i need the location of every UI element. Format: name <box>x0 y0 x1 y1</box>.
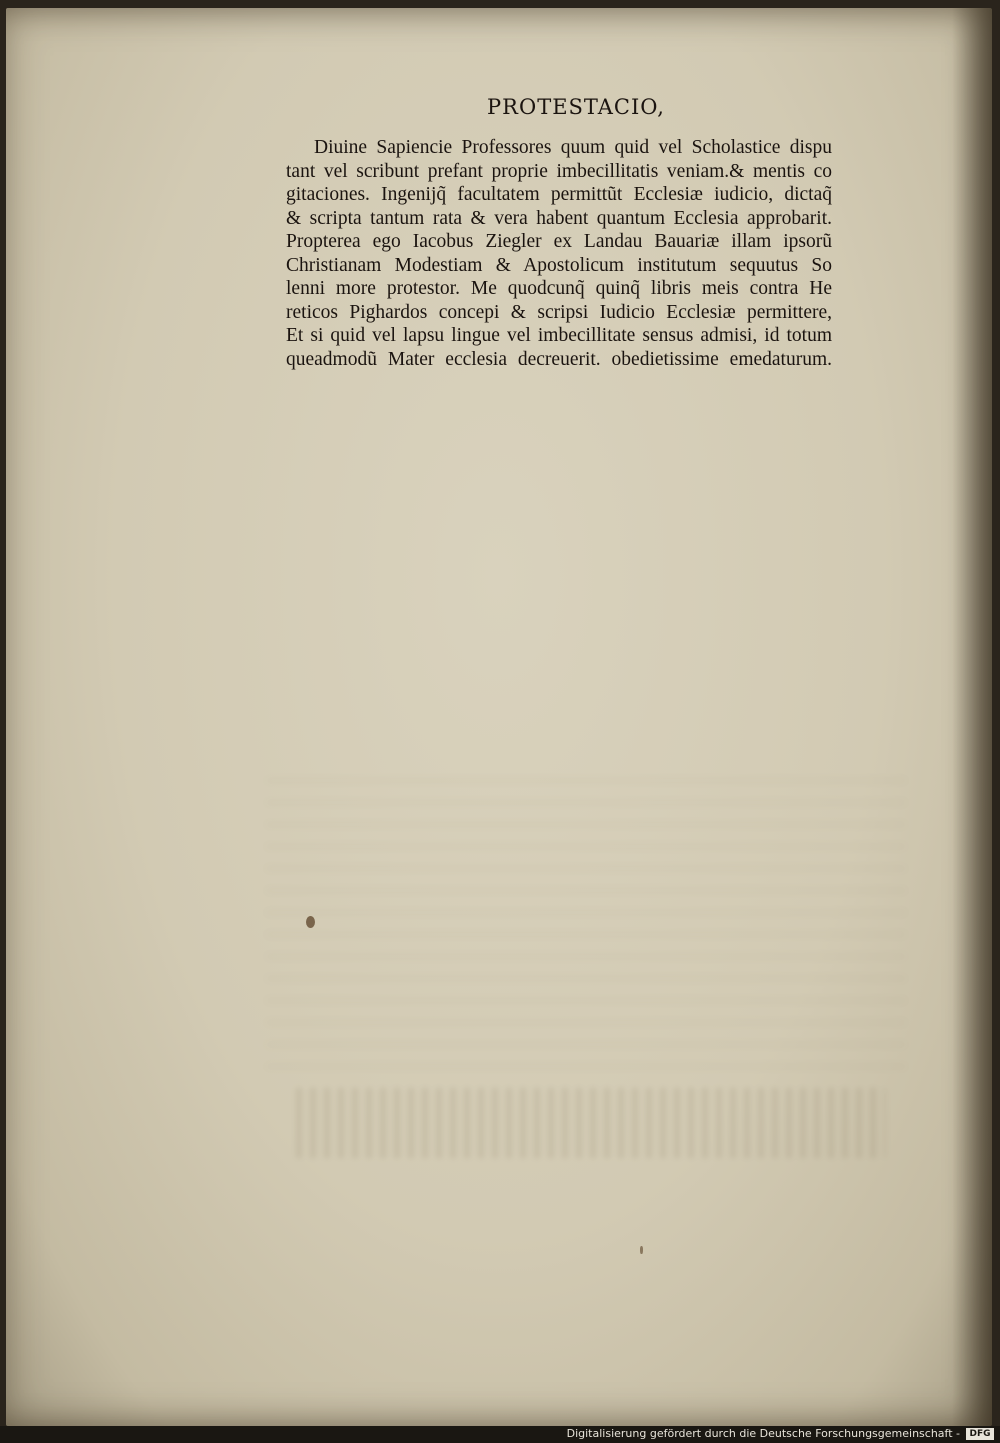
text-line: reticos Pighardos concepi & scripsi Iudicio Ecclesiæ permittere, <box>286 301 832 323</box>
ink-mark <box>640 1246 643 1254</box>
text-line: queadmodũ Mater ecclesia decreuerit. obedietissime emedaturum. <box>286 348 832 370</box>
ink-spot <box>306 916 315 928</box>
text-line: Diuine Sapiencie Professores quum quid vel Scholastice dispu <box>314 137 832 158</box>
text-line: Propterea ego Iacobus Ziegler ex Landau Bauariæ illam ipsorũ <box>286 231 832 252</box>
funding-notice: Digitalisierung gefördert durch die Deutsche Forschungsgemeinschaft - <box>566 1427 960 1440</box>
text-line: Et si quid vel lapsu lingue vel imbecillitate sensus admisi, id totum <box>286 325 832 346</box>
text-line: lenni more protestor. Me quodcunq̃ quinq̃ libris meis contra He <box>286 278 832 299</box>
text-line: Christianam Modestiam & Apostolicum institutum sequutus So <box>286 254 832 276</box>
printed-text-block <box>286 92 846 371</box>
body-text <box>286 136 846 371</box>
page-heading: PROTESTACIO, <box>487 95 665 119</box>
show-through-type <box>296 1088 886 1158</box>
show-through-texture <box>266 768 906 1068</box>
text-line: gitaciones. Ingenijq̃ facultatem permittũt Ecclesiæ iudicio, dictaq̃ <box>286 184 832 205</box>
spine-shadow <box>952 8 992 1426</box>
dfg-logo: DFG <box>966 1428 994 1440</box>
text-line: tant vel scribunt prefant proprie imbecillitatis veniam.& mentis co <box>286 160 832 182</box>
text-line: & scripta tantum rata & vera habent quantum Ecclesia approbarit. <box>286 207 832 229</box>
